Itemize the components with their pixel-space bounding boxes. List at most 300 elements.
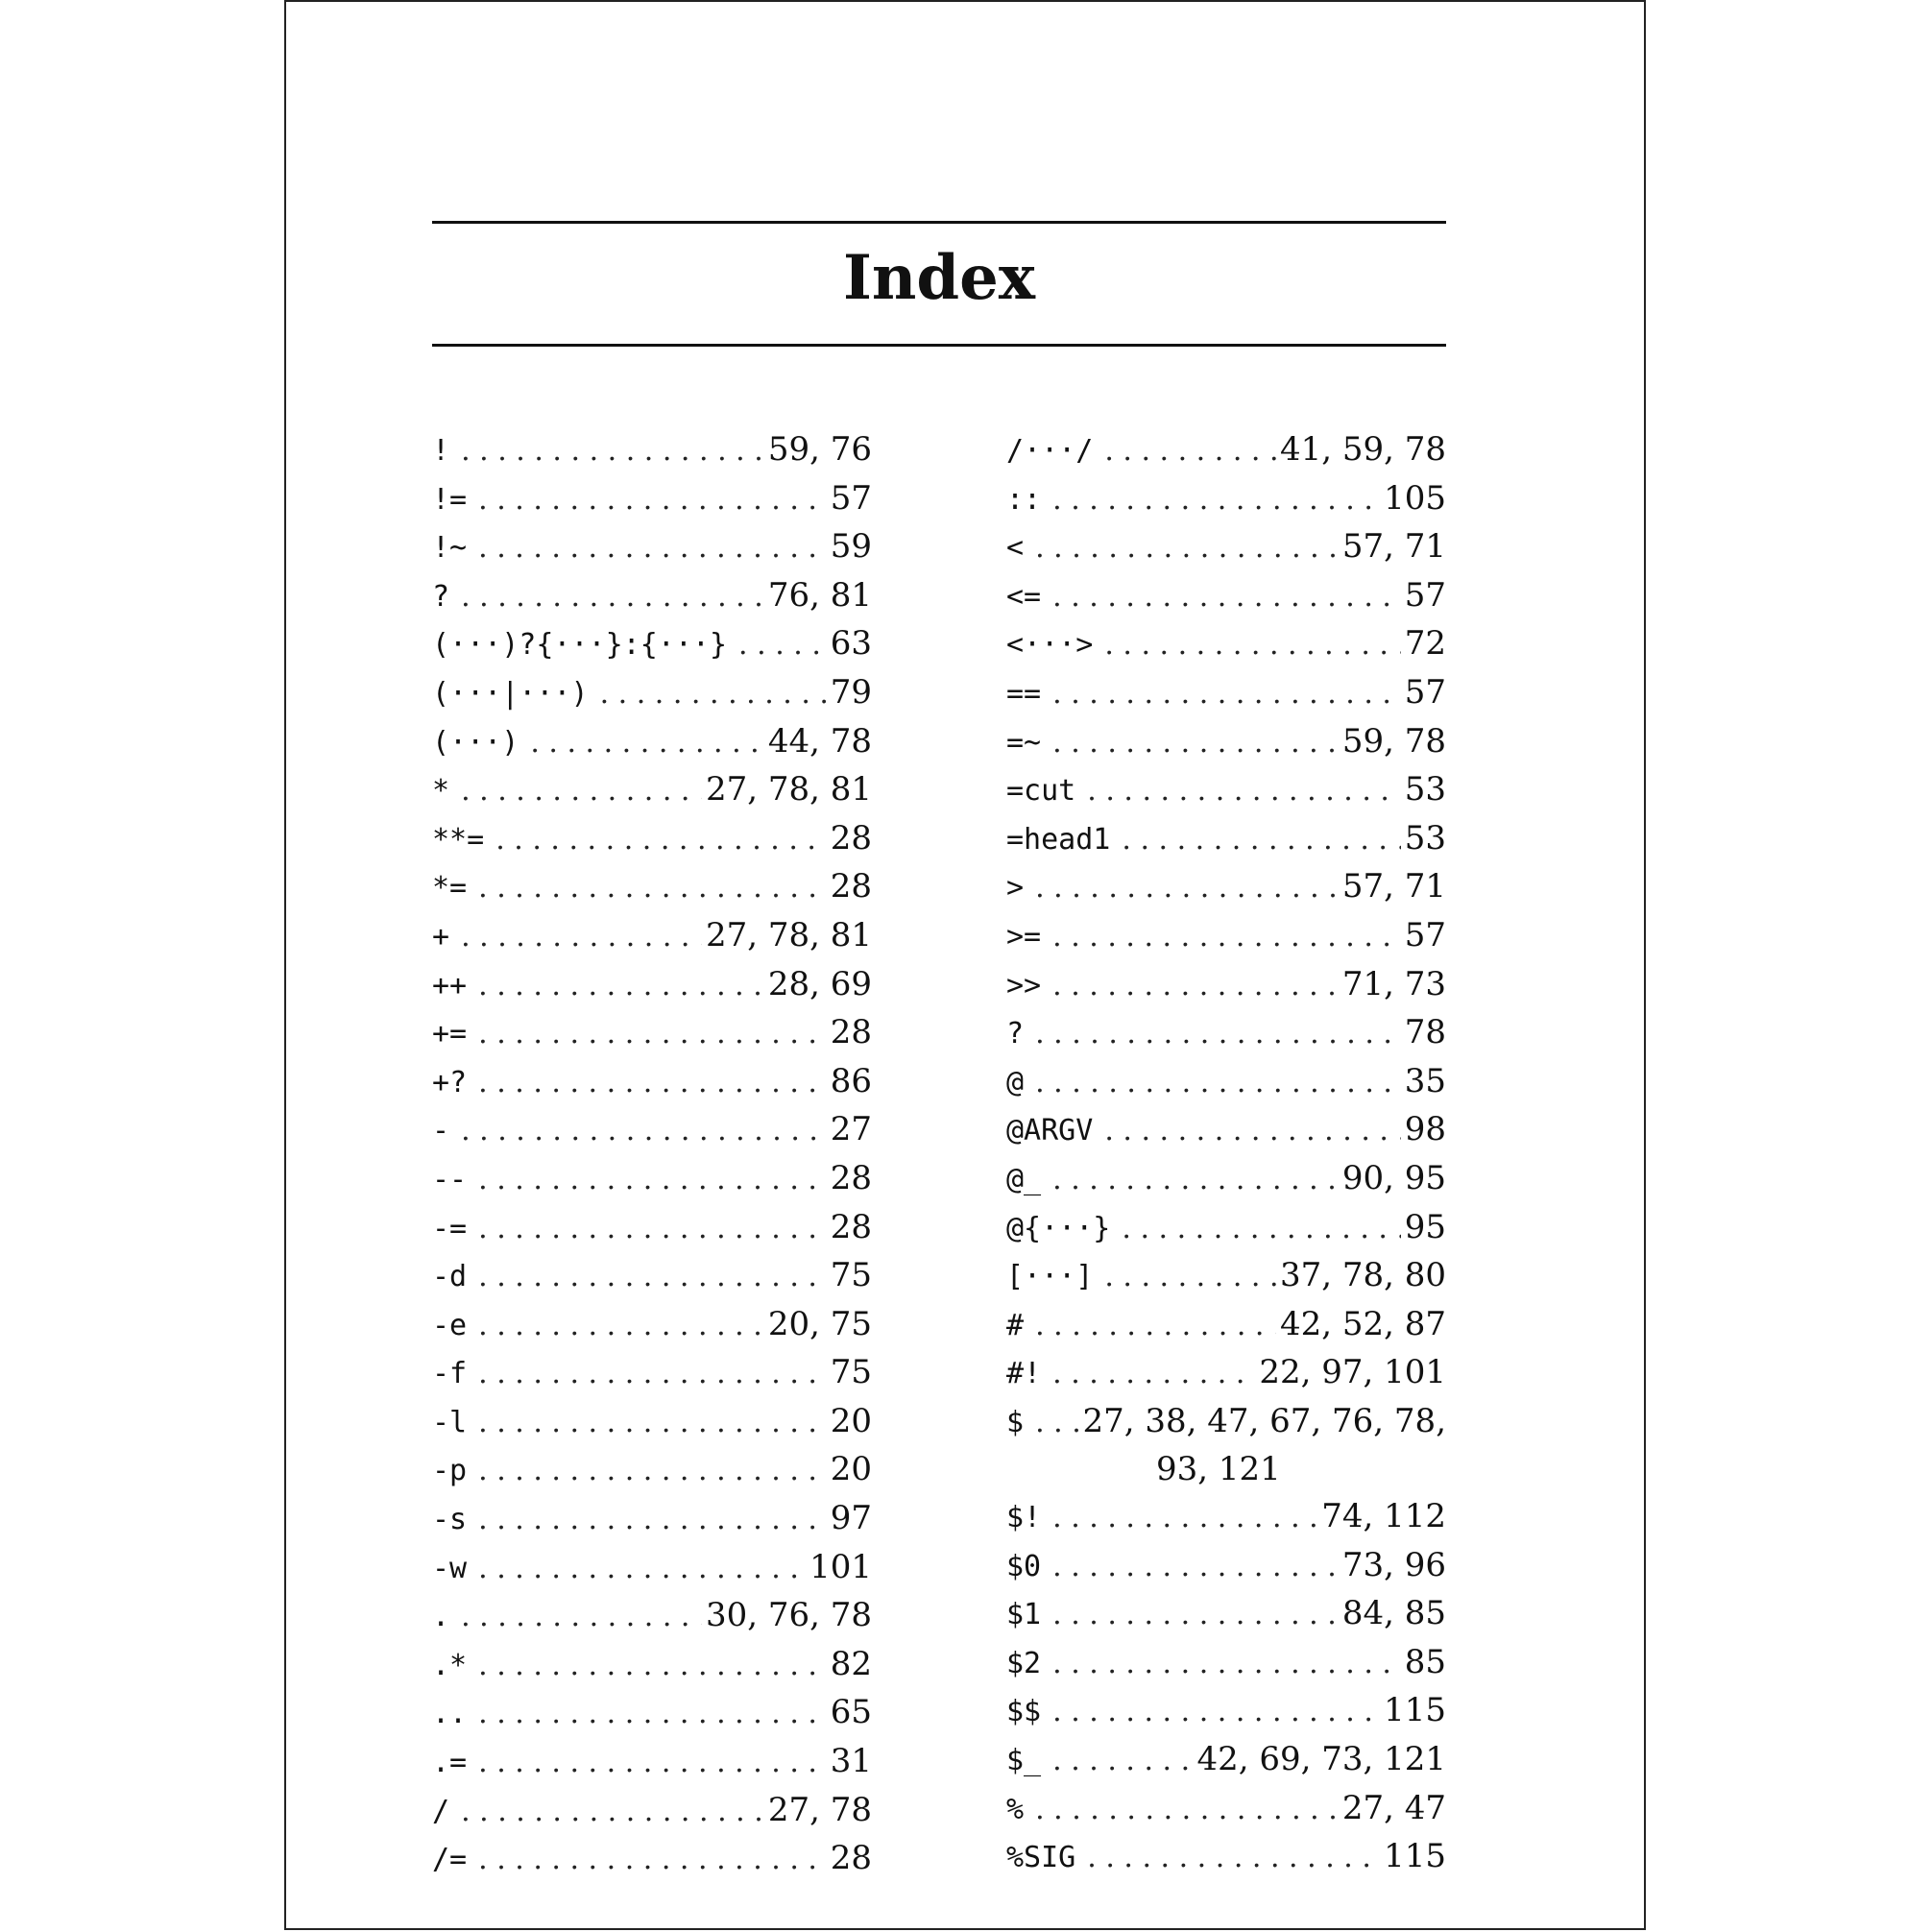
index-page-numbers: 28 (830, 818, 872, 857)
dot-leader (1052, 1351, 1255, 1398)
index-term: /···/ (1006, 434, 1094, 468)
index-entry-row (1006, 620, 1446, 669)
index-page-numbers: 95 (1404, 1207, 1446, 1246)
index-term: $1 (1006, 1598, 1042, 1632)
index-entry (432, 766, 872, 815)
dot-leader (1052, 914, 1401, 961)
index-entry (432, 863, 872, 912)
index-entry (432, 1301, 872, 1350)
index-page-numbers: 76, 81 (767, 575, 872, 615)
index-page-numbers: 57 (1404, 672, 1446, 712)
index-page-numbers: 27, 78, 81 (705, 915, 872, 954)
index-column-right (1006, 426, 1446, 1882)
index-entry (1006, 572, 1446, 621)
index-entry-row (432, 1592, 872, 1641)
index-entry (432, 1155, 872, 1204)
index-entry-row (1006, 1687, 1446, 1736)
index-entry-row (432, 475, 872, 524)
index-term: -s (432, 1503, 468, 1537)
index-page-numbers: 57 (830, 478, 872, 518)
dot-leader (1052, 574, 1401, 621)
index-entry-row (432, 1301, 872, 1350)
index-term: $_ (1006, 1744, 1042, 1778)
index-entry (432, 620, 872, 669)
index-page-numbers: 35 (1404, 1061, 1446, 1100)
dot-leader (478, 865, 827, 912)
index-entry (432, 1787, 872, 1836)
index-page-numbers: 27, 78, 81 (705, 770, 872, 809)
index-entry (1006, 1542, 1446, 1591)
index-entry (1006, 669, 1446, 718)
dot-leader (461, 574, 764, 621)
index-entry (432, 1641, 872, 1690)
index-entry (1006, 475, 1446, 524)
index-page-numbers: 30, 76, 78 (705, 1596, 872, 1635)
index-entry (432, 475, 872, 524)
index-entry-row (432, 1689, 872, 1738)
index-entry-row (1006, 1590, 1446, 1639)
dot-leader (461, 1108, 827, 1155)
index-page-numbers: 20, 75 (767, 1304, 872, 1343)
index-entry (432, 912, 872, 961)
index-entry (1006, 863, 1446, 912)
index-page-numbers: 105 (1384, 478, 1446, 518)
index-page-numbers: 42, 69, 73, 121 (1196, 1740, 1446, 1779)
dot-leader (1052, 1544, 1339, 1591)
index-term: == (1006, 676, 1042, 711)
title-rule-bottom (432, 344, 1446, 347)
index-entry-row (1006, 718, 1446, 767)
index-term: $0 (1006, 1549, 1042, 1583)
index-entry-row (1006, 766, 1446, 815)
index-page-numbers: 115 (1384, 1837, 1446, 1876)
index-entry-row (432, 1252, 872, 1301)
dot-leader (600, 671, 827, 718)
index-entry-row (1006, 1639, 1446, 1688)
index-entry (432, 1738, 872, 1787)
index-term: $2 (1006, 1646, 1042, 1680)
dot-leader (1052, 1738, 1193, 1785)
index-entry (432, 1106, 872, 1155)
index-page-numbers: 37, 78, 80 (1279, 1256, 1446, 1295)
index-entry-row (432, 961, 872, 1010)
index-entry (1006, 766, 1446, 815)
index-page-numbers: 79 (830, 672, 872, 712)
index-entry-row (1006, 426, 1446, 475)
index-page-numbers: 53 (1404, 770, 1446, 809)
index-page-numbers: 22, 97, 101 (1259, 1353, 1446, 1392)
dot-leader (1052, 1592, 1339, 1639)
dot-leader (1087, 768, 1400, 815)
index-entry (432, 1544, 872, 1593)
index-term: [···] (1006, 1260, 1094, 1294)
index-page-numbers: 57 (1404, 915, 1446, 954)
index-entry (432, 961, 872, 1010)
dot-leader (1052, 1641, 1401, 1688)
dot-leader (1035, 1060, 1401, 1107)
index-page-numbers: 28, 69 (767, 964, 872, 1003)
index-entry-row (1006, 1301, 1446, 1350)
index-entry-row (1006, 475, 1446, 524)
index-entry-row (432, 1544, 872, 1593)
dot-leader (461, 768, 702, 815)
index-entry (432, 1252, 872, 1301)
index-entry-row (432, 863, 872, 912)
index-entry-row (1006, 523, 1446, 572)
dot-leader (1052, 963, 1339, 1010)
dot-leader (461, 1594, 702, 1641)
index-entry (432, 1495, 872, 1544)
index-term: * (432, 774, 450, 809)
index-entry-row (432, 1155, 872, 1204)
index-entry-row (1006, 669, 1446, 718)
dot-leader (1035, 1787, 1339, 1834)
dot-leader (1122, 817, 1400, 864)
index-entry (1006, 1833, 1446, 1882)
index-page-numbers: 63 (830, 624, 872, 664)
index-term: .* (432, 1648, 468, 1682)
index-entry (432, 669, 872, 718)
index-entry (1006, 1106, 1446, 1155)
dot-leader (478, 1546, 806, 1593)
index-entry (1006, 912, 1446, 961)
index-page-numbers: 59, 76 (767, 430, 872, 469)
index-entry (432, 1058, 872, 1107)
index-entry-row (1006, 1785, 1446, 1834)
index-page-numbers: 20 (830, 1450, 872, 1489)
index-entry-row (432, 1738, 872, 1787)
index-entry-row (1006, 1493, 1446, 1542)
index-entry-row (432, 620, 872, 669)
index-entry-row (1006, 815, 1446, 864)
dot-leader (478, 1254, 827, 1301)
index-page-numbers: 72 (1404, 624, 1446, 664)
index-term: != (432, 482, 468, 517)
index-term: %SIG (1006, 1841, 1076, 1875)
index-page-numbers: 28 (830, 1839, 872, 1878)
index-entry-row (1006, 863, 1446, 912)
index-entry-row (432, 1009, 872, 1058)
dot-leader (478, 525, 827, 572)
index-entry (1006, 1009, 1446, 1058)
index-entry-row (432, 1058, 872, 1107)
index-page-numbers: 75 (830, 1353, 872, 1392)
index-term: % (1006, 1792, 1025, 1826)
index-term: -l (432, 1405, 468, 1439)
index-page-numbers: 74, 112 (1321, 1497, 1446, 1536)
index-term: -f (432, 1357, 468, 1391)
index-entry (1006, 620, 1446, 669)
dot-leader (1104, 622, 1400, 669)
dot-leader (461, 428, 764, 475)
index-entry-row (432, 1349, 872, 1398)
index-entry-row (432, 1106, 872, 1155)
dot-leader (461, 914, 702, 961)
index-term: <= (1006, 579, 1042, 614)
index-term: / (432, 1794, 450, 1828)
index-entry (1006, 1349, 1446, 1398)
index-entry (1006, 1639, 1446, 1688)
index-entry-row (1006, 1398, 1446, 1447)
index-term: +? (432, 1065, 468, 1099)
dot-leader (1052, 1495, 1317, 1542)
index-entry (1006, 1058, 1446, 1107)
index-term: @_ (1006, 1162, 1042, 1196)
index-entry-row (432, 815, 872, 864)
index-term: -= (432, 1211, 468, 1245)
index-page-numbers: 57 (1404, 575, 1446, 615)
title-rule-top (432, 221, 1446, 224)
index-term: !~ (432, 531, 468, 566)
index-entry-row (432, 1204, 872, 1253)
index-page-numbers: 59, 78 (1341, 721, 1446, 761)
index-entry (432, 815, 872, 864)
index-entry (1006, 1590, 1446, 1639)
index-term: @ (1006, 1065, 1025, 1099)
dot-leader (1052, 720, 1339, 767)
index-page-numbers: 28 (830, 867, 872, 906)
dot-leader (461, 1789, 764, 1836)
index-page-numbers: 44, 78 (767, 721, 872, 761)
dot-leader (1087, 1835, 1380, 1882)
index-term: #! (1006, 1357, 1042, 1391)
index-page-numbers: 27, 78 (767, 1790, 872, 1829)
dot-leader (1104, 1108, 1400, 1155)
index-page-numbers: 28 (830, 1013, 872, 1052)
index-term: /= (432, 1843, 468, 1877)
index-entry-row (432, 426, 872, 475)
index-page-numbers: 90, 95 (1341, 1158, 1446, 1197)
index-page-numbers: 73, 96 (1341, 1545, 1446, 1584)
dot-leader (478, 1837, 827, 1884)
index-page-numbers: 78 (1404, 1013, 1446, 1052)
index-entry (1006, 1204, 1446, 1253)
index-entry-row (1006, 912, 1446, 961)
index-page-numbers: 53 (1404, 818, 1446, 857)
index-term: += (432, 1017, 468, 1051)
dot-leader (1035, 1303, 1276, 1350)
dot-leader (478, 1448, 827, 1495)
dot-leader (478, 1351, 827, 1398)
index-page-numbers: 28 (830, 1158, 872, 1197)
dot-leader (1035, 1011, 1401, 1058)
index-entry-row (432, 1787, 872, 1836)
index-page-numbers: 28 (830, 1207, 872, 1246)
index-term: -p (432, 1454, 468, 1488)
dot-leader (1052, 1689, 1380, 1736)
index-entry-row (432, 1398, 872, 1447)
index-entry-row (432, 669, 872, 718)
index-entry-row (1006, 572, 1446, 621)
index-entry-row (432, 1495, 872, 1544)
index-page-numbers: 65 (830, 1693, 872, 1732)
index-page-numbers: 75 (830, 1256, 872, 1295)
index-entry-row (432, 1446, 872, 1495)
dot-leader (1104, 1254, 1276, 1301)
index-entry (432, 1446, 872, 1495)
index-term: # (1006, 1308, 1025, 1342)
index-term: $ (1006, 1405, 1025, 1439)
index-page-numbers: 27, 47 (1341, 1788, 1446, 1827)
index-page-numbers: 86 (830, 1061, 872, 1100)
index-page-numbers: 71, 73 (1341, 964, 1446, 1003)
dot-leader (478, 477, 827, 524)
dot-leader (478, 963, 764, 1010)
index-entry (432, 572, 872, 621)
index-term: -- (432, 1162, 468, 1196)
dot-leader (1052, 1157, 1339, 1204)
index-entry (1006, 1301, 1446, 1350)
dot-leader (478, 1303, 764, 1350)
index-entry-row (1006, 1058, 1446, 1107)
index-entry-row (1006, 1252, 1446, 1301)
index-term: @{···} (1006, 1211, 1111, 1245)
index-entry-row (432, 912, 872, 961)
index-column-left (432, 426, 872, 1884)
index-entry (1006, 1252, 1446, 1301)
index-term: ! (432, 434, 450, 468)
dot-leader (1035, 1400, 1078, 1447)
index-entry (1006, 1155, 1446, 1204)
dot-leader (478, 1157, 827, 1204)
index-term: ? (432, 579, 450, 614)
index-entry (432, 718, 872, 767)
index-entry (432, 523, 872, 572)
index-entry (432, 1689, 872, 1738)
index-term: (···) (432, 725, 519, 760)
dot-leader (495, 817, 827, 864)
index-term: =cut (1006, 774, 1076, 809)
index-page-numbers: 59 (830, 527, 872, 567)
index-entry (432, 1592, 872, 1641)
index-term: >> (1006, 968, 1042, 1002)
index-term: =~ (1006, 725, 1042, 760)
dot-leader (530, 720, 764, 767)
index-term: $$ (1006, 1695, 1042, 1729)
dot-leader (1035, 865, 1339, 912)
index-entry-row (432, 766, 872, 815)
index-page-numbers: 115 (1384, 1691, 1446, 1730)
index-entry (1006, 1736, 1446, 1785)
index-entry (432, 1204, 872, 1253)
index-term: .. (432, 1697, 468, 1731)
index-entry-row (1006, 1833, 1446, 1882)
index-page-numbers: 27, 38, 47, 67, 76, 78, (1082, 1401, 1446, 1440)
dot-leader (478, 1400, 827, 1447)
index-page-numbers: 98 (1404, 1110, 1446, 1149)
dot-leader (478, 1740, 827, 1787)
index-entry (1006, 1785, 1446, 1834)
dot-leader (738, 622, 827, 669)
index-entry (1006, 718, 1446, 767)
dot-leader (478, 1691, 827, 1738)
index-term: - (432, 1114, 450, 1148)
dot-leader (478, 1206, 827, 1253)
index-entry-row (1006, 1204, 1446, 1253)
dot-leader (1052, 671, 1401, 718)
index-page-numbers: 97 (830, 1499, 872, 1538)
index-entry (432, 1009, 872, 1058)
index-term: =head1 (1006, 822, 1111, 857)
index-term: ? (1006, 1017, 1025, 1051)
index-term: (···)?{···}:{···} (432, 628, 728, 663)
index-entry-row (1006, 1542, 1446, 1591)
index-term: < (1006, 531, 1025, 566)
index-term: -w (432, 1551, 468, 1585)
index-term: @ARGV (1006, 1114, 1094, 1148)
index-entry-row (432, 523, 872, 572)
index-term: -d (432, 1260, 468, 1294)
index-page-numbers: 42, 52, 87 (1279, 1304, 1446, 1343)
index-entry (432, 426, 872, 475)
index-term: :: (1006, 482, 1042, 517)
index-entry-row (1006, 1009, 1446, 1058)
index-term: > (1006, 871, 1025, 906)
index-term: >= (1006, 919, 1042, 954)
index-page-numbers: 27 (830, 1110, 872, 1149)
dot-leader (1122, 1206, 1400, 1253)
index-term: . (432, 1600, 450, 1634)
dot-leader (1035, 525, 1339, 572)
dot-leader (478, 1643, 827, 1690)
index-entry (1006, 1398, 1446, 1493)
index-term: -e (432, 1308, 468, 1342)
index-term: .= (432, 1746, 468, 1780)
index-entry-row (432, 572, 872, 621)
index-page-numbers-continuation: 93, 121 (1156, 1450, 1281, 1489)
index-entry (1006, 1493, 1446, 1542)
page-title: Index (842, 242, 1036, 314)
index-entry (432, 1398, 872, 1447)
index-term: ++ (432, 968, 468, 1002)
index-page-numbers: 57, 71 (1341, 527, 1446, 567)
index-entry-row (432, 1835, 872, 1884)
index-term: <···> (1006, 628, 1094, 663)
index-term: *= (432, 871, 468, 906)
dot-leader (1052, 477, 1380, 524)
index-entry (1006, 523, 1446, 572)
dot-leader (478, 1060, 827, 1107)
index-entry-row (432, 718, 872, 767)
index-entry-row (1006, 961, 1446, 1010)
index-entry-row (1006, 1155, 1446, 1204)
dot-leader (1104, 428, 1276, 475)
index-entry (432, 1835, 872, 1884)
index-entry-row (1006, 1106, 1446, 1155)
index-term: (···|···) (432, 676, 589, 711)
index-page-numbers: 101 (809, 1547, 872, 1586)
index-entry-row (1006, 1736, 1446, 1785)
index-entry (1006, 426, 1446, 475)
index-page-numbers: 82 (830, 1644, 872, 1683)
index-page-numbers: 85 (1404, 1642, 1446, 1681)
index-entry (1006, 961, 1446, 1010)
index-page-numbers: 84, 85 (1341, 1594, 1446, 1633)
dot-leader (478, 1011, 827, 1058)
index-term: $! (1006, 1501, 1042, 1535)
index-page-numbers: 41, 59, 78 (1279, 430, 1446, 469)
dot-leader (478, 1497, 827, 1544)
index-entry-row (432, 1641, 872, 1690)
index-entry (432, 1349, 872, 1398)
index-page-numbers: 31 (830, 1742, 872, 1781)
index-page-numbers: 20 (830, 1401, 872, 1440)
index-term: **= (432, 822, 485, 857)
index-term: + (432, 919, 450, 954)
index-entry-row (1006, 1349, 1446, 1398)
index-entry (1006, 815, 1446, 864)
index-page-numbers: 57, 71 (1341, 867, 1446, 906)
